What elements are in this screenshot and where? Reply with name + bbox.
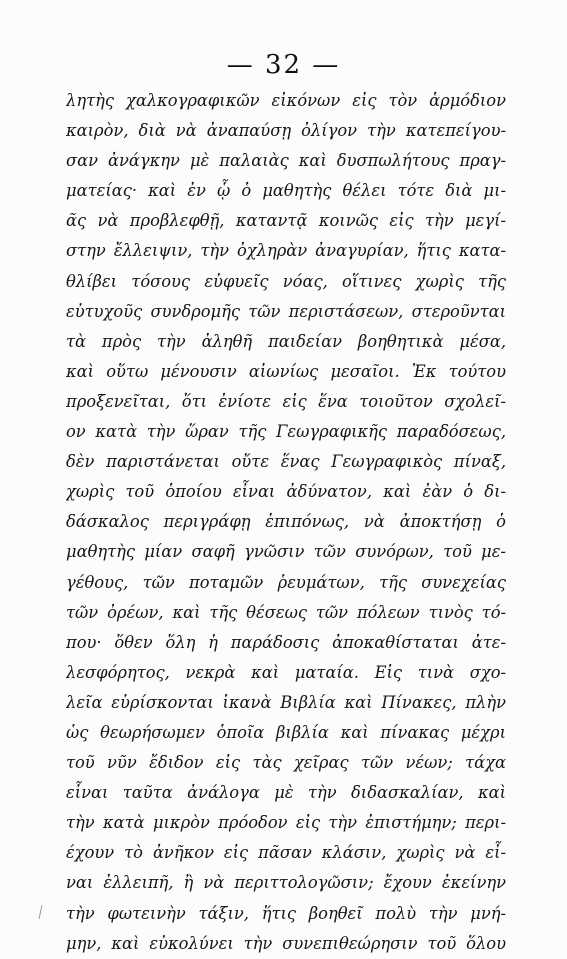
text-line: δὲν παριστάνεται οὔτε ἕνας Γεωγραφικὸς πίναξ, — [66, 452, 506, 472]
text-line: τοῦ νῦν ἔδιδον εἰς τὰς χεῖρας τῶν νέων; τάχα — [66, 753, 506, 773]
text-line: εἶναι ταῦτα ἀνάλογα μὲ τὴν διδασκαλίαν, καὶ — [66, 783, 506, 803]
text-line: γέθους, τῶν ποταμῶν ῥευμάτων, τῆς συνεχείας — [66, 572, 506, 592]
text-line: εὐτυχοῦς συνδρομῆς τῶν περιστάσεων, στεροῦνται — [66, 301, 506, 321]
text-line: τῶν ὀρέων, καὶ τῆς θέσεως τῶν πόλεων τινὸς τό- — [66, 602, 506, 622]
text-line: καιρὸν, διὰ νὰ ἀναπαύσῃ ὀλίγον τὴν κατεπείγου- — [66, 121, 506, 141]
text-line: προξενεῖται, ὅτι ἐνίοτε εἰς ἕνα τοιοῦτον σχολεῖ- — [66, 391, 506, 411]
text-line: τὴν φωτεινὴν τάξιν, ἥτις βοηθεῖ πολὺ τὴν μνή- — [66, 903, 506, 923]
page-number: — 32 — — [226, 50, 341, 80]
text-line: ναι ἐλλειπῆ, ἢ νὰ περιττολογῶσιν; ἔχουν ἐκείνην — [66, 873, 506, 893]
text-line: που· ὅθεν ὅλη ἡ παράδοσις ἀποκαθίσταται ἀτε- — [66, 632, 506, 652]
text-line: ον κατὰ τὴν ὥραν τῆς Γεωγραφικῆς παραδόσεως, — [66, 422, 506, 442]
text-line: τὰ πρὸς τὴν ἀληθῆ παιδείαν βοηθητικὰ μέσα, — [66, 331, 506, 351]
text-line: λεσφόρητος, νεκρὰ καὶ ματαία. Εἰς τινὰ σχο- — [66, 662, 506, 682]
text-line: μην, καὶ εὐκολύνει τὴν συνεπιθεώρησιν τοῦ ὅλου — [66, 933, 506, 953]
text-line: καὶ οὕτω μένουσιν αἰωνίως μεσαῖοι. Ἐκ τούτου — [66, 361, 506, 381]
text-line: ματείας· καὶ ἐν ᾧ ὁ μαθητὴς θέλει τότε διὰ μι- — [66, 181, 506, 201]
text-line: θλίβει τόσους εὐφυεῖς νόας, οἵτινες χωρὶς τῆς — [66, 271, 506, 291]
text-line: στην ἔλλειψιν, τὴν ὀχληρὰν ἀναγυρίαν, ἥτις κατα- — [66, 241, 506, 261]
text-line: λεῖα εὑρίσκονται ἱκανὰ Βιβλία καὶ Πίνακες, πλὴν — [66, 692, 506, 712]
page-body-text — [66, 86, 506, 959]
text-line: μαθητὴς μίαν σαφῆ γνῶσιν τῶν συνόρων, τοῦ με- — [66, 542, 506, 562]
text-line: έχουν τὸ ἀνῆκον εἰς πᾶσαν κλάσιν, χωρὶς νὰ εἶ- — [66, 843, 506, 863]
text-line: δάσκαλος περιγράφῃ ἐπιπόνως, νὰ ἀποκτήσῃ ὁ — [66, 512, 506, 532]
text-line: τὴν κατὰ μικρὸν πρόοδον εἰς τὴν ἐπιστήμην; περι- — [66, 813, 506, 833]
text-line: λητὴς χαλκογραφικῶν εἰκόνων εἰς τὸν ἁρμόδιον — [66, 91, 506, 110]
text-line: ὡς θεωρήσωμεν ὁποῖα βιβλία καὶ πίνακας μέχρι — [66, 722, 506, 742]
margin-mark — [39, 905, 43, 919]
text-line: σαν ἀνάγκην μὲ παλαιὰς καὶ δυσπωλήτους πραγ- — [66, 151, 506, 171]
text-line: ᾶς νὰ προβλεφθῇ, καταντᾷ κοινῶς εἰς τὴν μεγί- — [66, 211, 506, 231]
text-line: χωρὶς τοῦ ὁποίου εἶναι ἀδύνατον, καὶ ἐὰν ὁ δι- — [66, 482, 506, 502]
